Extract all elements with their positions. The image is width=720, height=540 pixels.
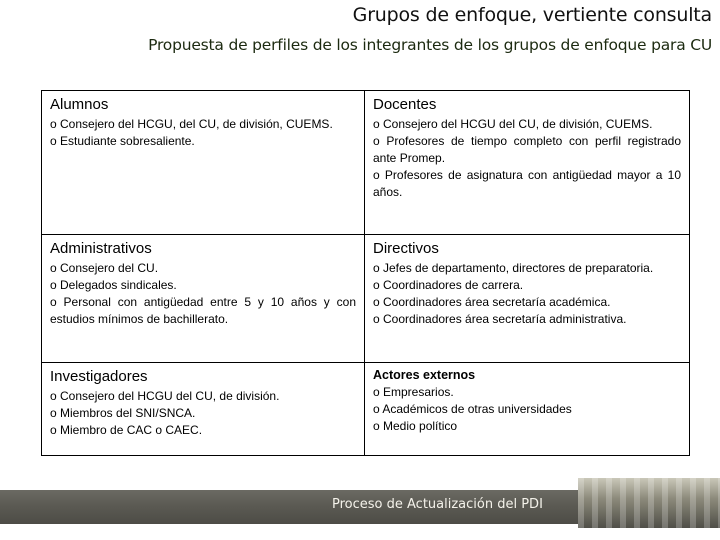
list-item: o Coordinadores área secretaría administrativa. xyxy=(373,312,627,326)
cell-directivos xyxy=(365,235,689,362)
cell-heading: Investigadores xyxy=(50,368,148,385)
slide-title: Grupos de enfoque, vertiente consulta xyxy=(352,4,712,26)
cell-investigadores xyxy=(42,363,364,455)
list-item: o Empresarios. xyxy=(373,385,454,399)
list-item: o Delegados sindicales. xyxy=(50,278,177,292)
list-item: o Profesores de asignatura con antigüedad mayor a 10 años. xyxy=(373,168,681,199)
cell-actores-externos xyxy=(365,363,689,455)
slide-subtitle: Propuesta de perfiles de los integrantes de los grupos de enfoque para CU xyxy=(148,36,712,54)
cell-heading: Docentes xyxy=(373,96,437,113)
cell-heading: Directivos xyxy=(373,240,439,257)
list-item: o Estudiante sobresaliente. xyxy=(50,134,195,148)
footer-photo xyxy=(578,478,720,528)
list-item: o Académicos de otras universidades xyxy=(373,402,572,416)
footer-label: Proceso de Actualización del PDI xyxy=(332,497,543,512)
list-item: o Consejero del HCGU del CU, de división. xyxy=(50,389,280,403)
cell-alumnos xyxy=(42,91,364,234)
list-item: o Personal con antigüedad entre 5 y 10 años y con estudios mínimos de bachillerato. xyxy=(50,295,356,326)
list-item: o Jefes de departamento, directores de preparatoria. xyxy=(373,261,654,275)
list-item: o Coordinadores área secretaría académica. xyxy=(373,295,611,309)
list-item: o Consejero del HCGU, del CU, de división, CUEMS. xyxy=(50,117,333,131)
list-item: o Consejero del HCGU del CU, de división, CUEMS. xyxy=(373,117,653,131)
cell-heading: Administrativos xyxy=(50,240,152,257)
profiles-table xyxy=(41,90,690,456)
list-item: o Coordinadores de carrera. xyxy=(373,278,524,292)
list-item: o Miembro de CAC o CAEC. xyxy=(50,423,203,437)
list-item: o Medio político xyxy=(373,419,458,433)
cell-heading: Alumnos xyxy=(50,96,109,113)
cell-heading: Actores externos xyxy=(373,368,476,382)
cell-administrativos xyxy=(42,235,364,362)
list-item: o Miembros del SNI/SNCA. xyxy=(50,406,196,420)
list-item: o Consejero del CU. xyxy=(50,261,159,275)
cell-docentes xyxy=(365,91,689,234)
list-item: o Profesores de tiempo completo con perfil registrado ante Promep. xyxy=(373,134,681,165)
